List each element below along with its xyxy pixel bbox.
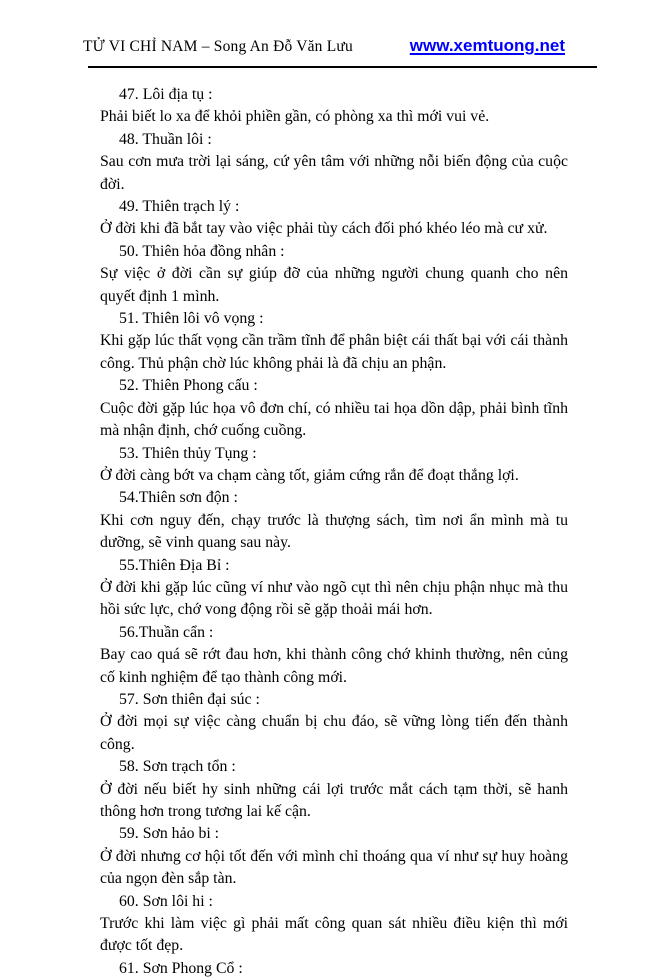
hexagram-entry	[100, 891, 568, 958]
hexagram-entry	[100, 196, 568, 241]
entry-heading: 53. Thiên thủy Tụng :	[119, 444, 257, 462]
hexagram-entry	[100, 308, 568, 375]
header-divider	[88, 66, 597, 68]
hexagram-entry	[100, 555, 568, 622]
entry-heading: 54.Thiên sơn độn :	[119, 489, 238, 507]
entry-heading: 60. Sơn lôi hi :	[119, 892, 213, 910]
entry-text: Sự việc ở đời cần sự giúp đỡ của những người chung quanh cho nên quyết định 1 mình.	[100, 265, 568, 305]
entry-text: Ở đời mọi sự việc càng chuẩn bị chu đáo, sẽ vững lòng tiến đến thành công.	[100, 713, 568, 753]
entry-heading: 61. Sơn Phong Cổ :	[119, 959, 243, 977]
hexagram-entry	[100, 129, 568, 196]
hexagram-entry	[100, 756, 568, 823]
document-title: TỬ VI CHỈ NAM – Song An Đỗ Văn Lưu	[83, 38, 353, 55]
entry-text: Ở đời nếu biết hy sinh những cái lợi trước mắt cách tạm thời, sẽ hanh thông hơn trong tương lai kế cận.	[100, 780, 568, 820]
entry-text: Cuộc đời gặp lúc họa vô đơn chí, có nhiều tai họa dồn dập, phải bình tĩnh mà nhận định, chớ cuống cuồng.	[100, 399, 568, 440]
hexagram-entry	[100, 443, 568, 488]
entry-text: Trước khi làm việc gì phải mất công quan sát nhiều điều kiện thì mới được tốt đẹp.	[100, 915, 568, 955]
hexagram-entry	[100, 375, 568, 442]
page-header	[0, 0, 669, 56]
hexagram-entry	[100, 241, 568, 308]
website-link[interactable]: www.xemtuong.net	[409, 36, 565, 55]
hexagram-entry	[100, 958, 568, 980]
entry-text: Bay cao quá sẽ rớt đau hơn, khi thành công chớ khinh thường, nên củng cố kinh nghiệm để tạo thành công mới.	[100, 646, 568, 686]
entry-heading: 59. Sơn hảo bi :	[119, 825, 220, 843]
entry-text: Ở đời nhưng cơ hội tốt đến với mình chỉ thoáng qua ví như sự huy hoàng của ngọn đèn sắp tàn.	[100, 847, 568, 888]
entry-heading: 56.Thuần cẩn :	[119, 623, 214, 641]
entry-text: Sau cơn mưa trời lại sáng, cứ yên tâm với những nỗi biến động của cuộc đời.	[100, 153, 568, 193]
entry-heading: 52. Thiên Phong cấu :	[119, 377, 258, 395]
hexagram-entry	[100, 689, 568, 756]
entry-text: Khi cơn nguy đến, chạy trước là thượng sách, tìm nơi ẩn mình mà tu dưỡng, sẽ vinh quang sau này.	[100, 511, 568, 552]
entry-heading: 47. Lôi địa tụ :	[119, 86, 213, 103]
entry-heading: 49. Thiên trạch lý :	[119, 198, 240, 216]
hexagram-entry	[100, 487, 568, 554]
hexagram-entry	[100, 823, 568, 890]
entry-heading: 51. Thiên lôi vô vọng :	[119, 310, 264, 328]
entry-heading: 55.Thiên Địa Bỉ :	[119, 556, 230, 574]
hexagram-entry	[100, 622, 568, 689]
entry-text: Khi gặp lúc thất vọng cần trầm tĩnh để phân biệt cái thất bại với cái thành công. Thủ phận chờ lúc không phải là đã chịu an phận.	[100, 332, 568, 372]
document-body	[100, 84, 568, 980]
entry-heading: 48. Thuần lôi :	[119, 130, 212, 148]
entry-text: Ở đời khi đã bắt tay vào việc phải tùy cách đối phó khéo léo mà cư xử.	[100, 220, 548, 238]
entry-heading: 58. Sơn trạch tổn :	[119, 758, 236, 776]
entry-heading: 57. Sơn thiên đại súc :	[119, 690, 260, 708]
entry-text: Ở đời càng bớt va chạm càng tốt, giảm cứng rắn để đoạt thắng lợi.	[100, 466, 519, 484]
entry-text: Ở đời khi gặp lúc cũng ví như vào ngõ cụt thì nên chịu phận nhục mà thu hồi sức lực, chớ vong động rồi sẽ gặp thoải mái hơn.	[100, 578, 568, 619]
entry-text: Phải biết lo xa để khỏi phiền gần, có phòng xa thì mới vui vẻ.	[100, 108, 490, 126]
entry-heading: 50. Thiên hỏa đồng nhân :	[119, 242, 285, 260]
hexagram-entry	[100, 84, 568, 129]
